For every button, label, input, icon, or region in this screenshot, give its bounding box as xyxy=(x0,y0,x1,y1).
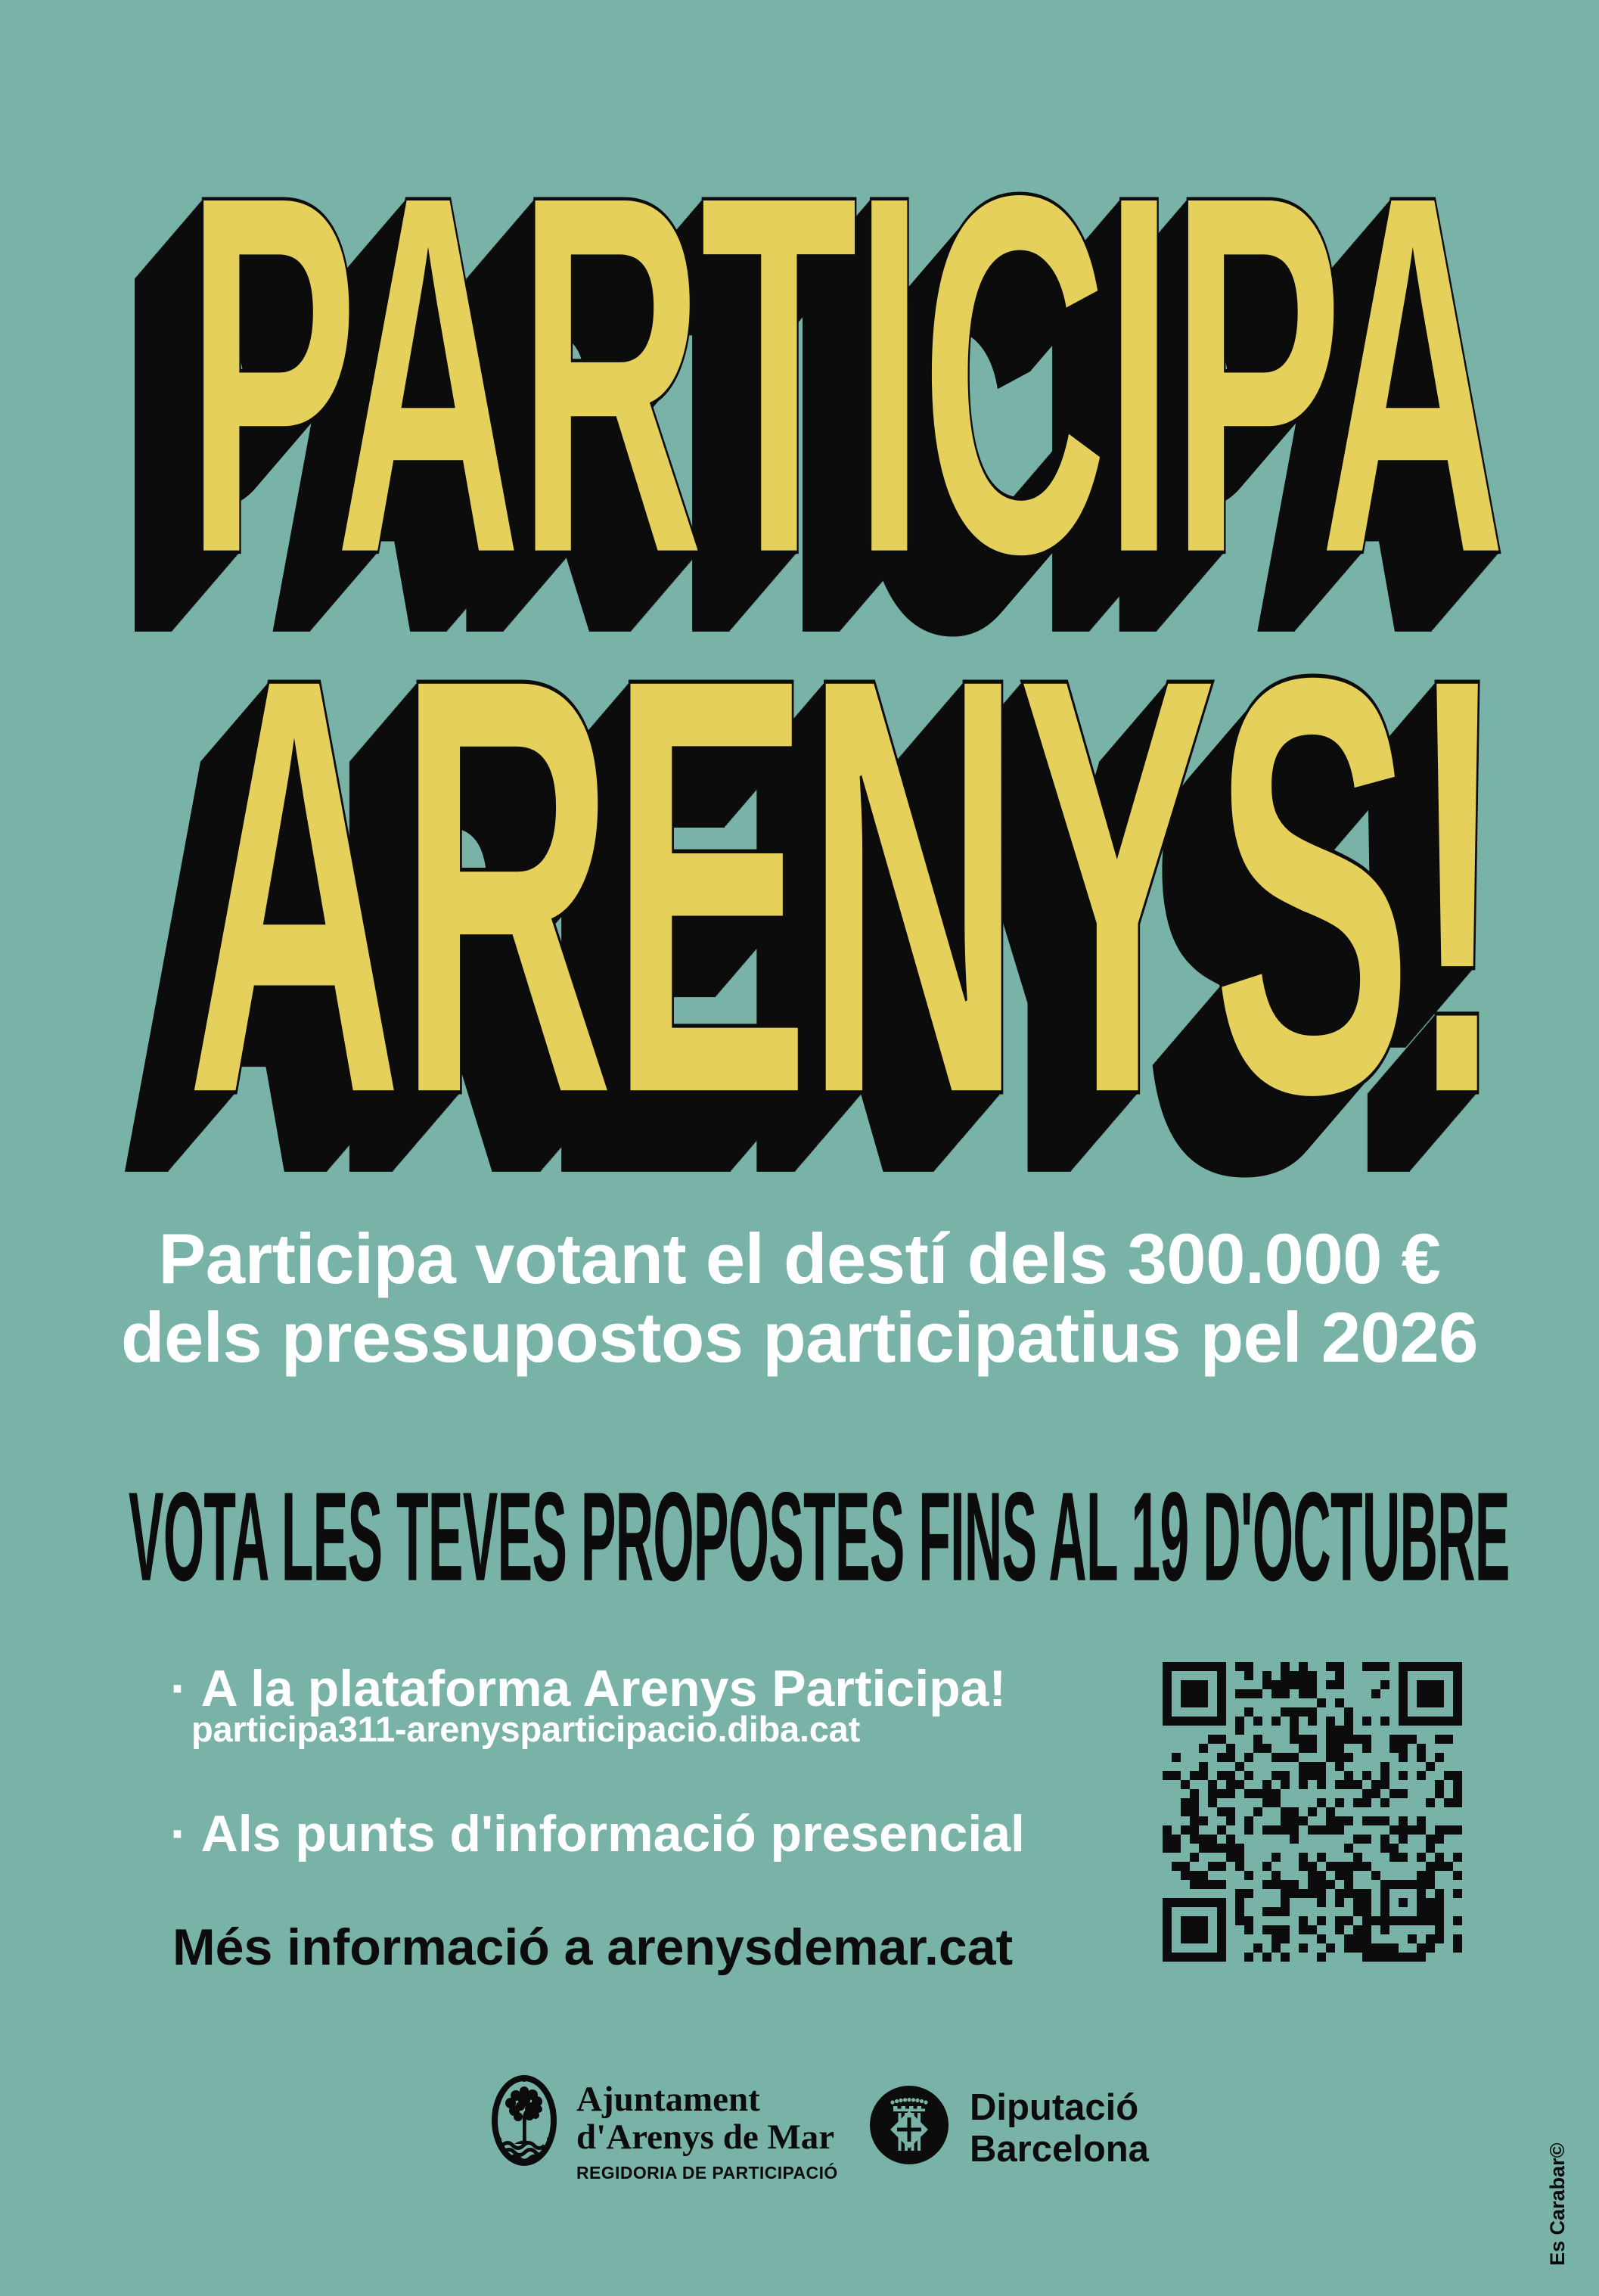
more-info-line: Més informació a arenysdemar.cat xyxy=(172,1919,1014,1976)
subtitle-line2: dels pressupostos participatius pel 2026 xyxy=(121,1297,1478,1377)
platform-url: participa311-arenysparticipacio.diba.cat xyxy=(191,1709,860,1749)
subtitle-line1: Participa votant el destí dels 300.000 € xyxy=(158,1219,1441,1298)
ajuntament-seal-icon xyxy=(492,2074,557,2167)
diputacio-seal-icon xyxy=(870,2086,949,2164)
ajuntament-name-line2: d'Arenys de Mar xyxy=(576,2117,835,2157)
design-credit: Es Carabar© xyxy=(1546,2142,1569,2266)
bullet-item-platform xyxy=(170,1660,1007,1717)
ajuntament-department: REGIDORIA DE PARTICIPACIÓ xyxy=(576,2163,838,2183)
poster-title-line2: ARENYS! xyxy=(185,551,1502,1220)
ajuntament-logo xyxy=(492,2074,838,2183)
diputacio-logo xyxy=(870,2086,1149,2170)
diputacio-name-line2: Barcelona xyxy=(970,2129,1149,2170)
bullet-item-platform-label: A la plataforma Arenys Participa! xyxy=(200,1660,1007,1717)
qr-code xyxy=(1163,1662,1462,1962)
bullet-dot: · xyxy=(170,1805,188,1863)
bullet-item-info-points xyxy=(170,1805,1025,1863)
ajuntament-name-line1: Ajuntament xyxy=(576,2080,760,2119)
poster-subtitle xyxy=(0,1219,1599,1377)
poster-title-line1: PARTICIPA xyxy=(185,86,1502,662)
bullet-item-info-points-label: Als punts d'informació presencial xyxy=(200,1805,1025,1863)
bullet-dot: · xyxy=(170,1660,188,1717)
vote-deadline-headline: VOTA LES TEVES PROPOSTES FINS AL 19 D'OCTUBRE xyxy=(129,1466,1510,1608)
diputacio-name-line1: Diputació xyxy=(970,2087,1139,2128)
